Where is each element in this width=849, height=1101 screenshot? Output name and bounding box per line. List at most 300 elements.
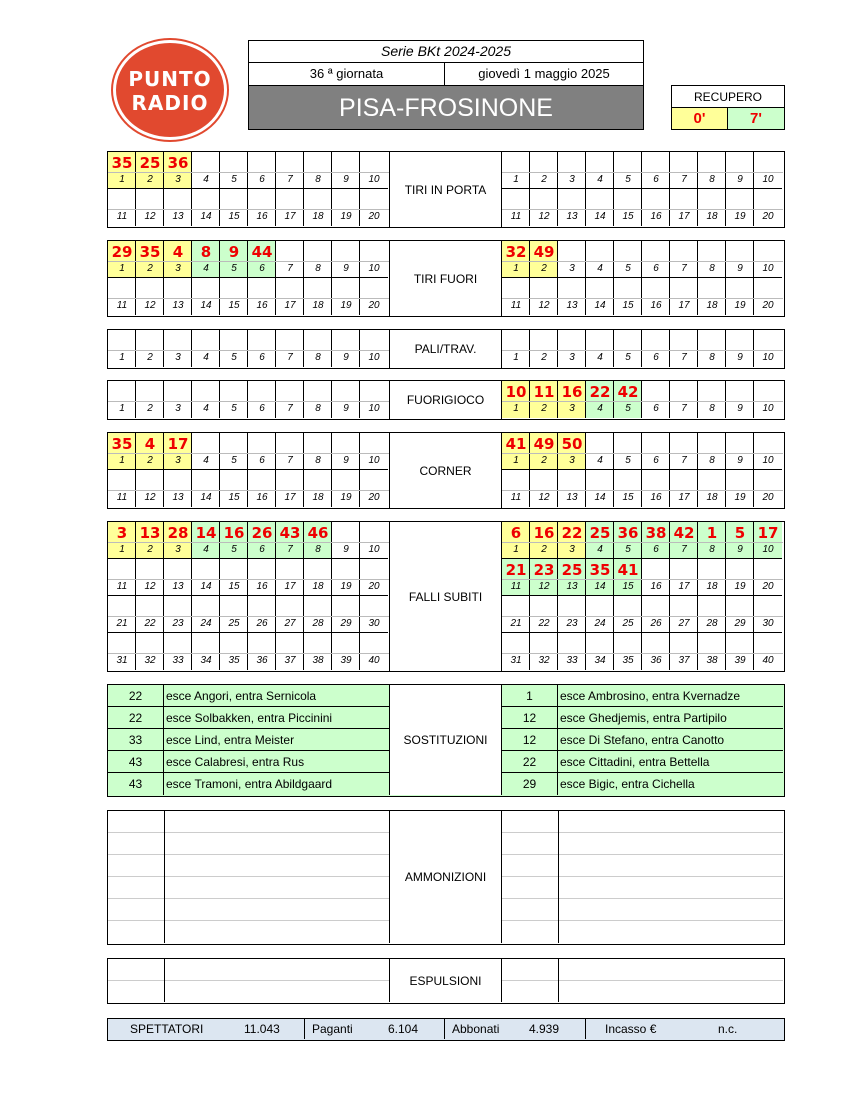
slot-number: 2 <box>147 174 153 185</box>
slot-number: 18 <box>706 300 718 311</box>
slot-number: 13 <box>172 492 184 503</box>
substitution-row <box>108 685 389 707</box>
minute-value: 25 <box>139 154 161 172</box>
slot-number: 10 <box>368 455 380 466</box>
minute-value: 36 <box>617 524 639 542</box>
slot-number: 4 <box>203 455 209 466</box>
slot-number: 10 <box>762 403 774 414</box>
incasso-value: n.c. <box>718 1022 738 1036</box>
slot-number: 6 <box>259 352 265 363</box>
slot-number: 18 <box>706 581 718 592</box>
slot-number: 5 <box>625 174 631 185</box>
slot-number: 6 <box>653 174 659 185</box>
column-divider <box>558 981 559 1003</box>
slot-number: 17 <box>678 300 690 311</box>
slot-number: 13 <box>172 300 184 311</box>
slot-number: 11 <box>510 211 522 222</box>
minute-value: 6 <box>510 524 522 542</box>
slot-number: 9 <box>343 544 349 555</box>
slot-number: 19 <box>340 492 352 503</box>
slot-number: 10 <box>368 352 380 363</box>
slot-number: 17 <box>284 300 296 311</box>
slot-number: 6 <box>653 263 659 274</box>
slot-number: 23 <box>172 618 184 629</box>
stat-table <box>107 380 785 420</box>
empty-row <box>108 981 389 1003</box>
slot-number: 37 <box>284 655 296 666</box>
slot-number: 1 <box>119 544 125 555</box>
slot-number: 10 <box>368 263 380 274</box>
slot-number: 11 <box>510 492 522 503</box>
slot-number: 3 <box>569 352 575 363</box>
substitutions-table <box>107 684 785 797</box>
minute-value: 42 <box>617 383 639 401</box>
substitution-row <box>108 729 389 751</box>
spettatori-value: 11.043 <box>244 1022 280 1036</box>
slot-number: 5 <box>231 352 237 363</box>
slot-number: 1 <box>119 403 125 414</box>
slot-number: 31 <box>116 655 128 666</box>
slot-number: 24 <box>200 618 212 629</box>
minute-value: 17 <box>757 524 779 542</box>
slot-number: 7 <box>681 403 687 414</box>
slot-number: 21 <box>116 618 128 629</box>
round-label: 36 ª giornata <box>249 63 445 85</box>
row-divider <box>502 542 783 543</box>
minute-value: 41 <box>617 561 639 579</box>
slot-number: 4 <box>203 544 209 555</box>
slot-number: 7 <box>681 544 687 555</box>
slot-number: 23 <box>566 618 578 629</box>
slot-number: 11 <box>116 300 128 311</box>
slot-number: 2 <box>147 263 153 274</box>
slot-number: 8 <box>315 174 321 185</box>
slot-number: 13 <box>566 492 578 503</box>
slot-number: 6 <box>259 263 265 274</box>
row-divider <box>108 401 389 402</box>
ammonizioni-label: AMMONIZIONI <box>389 811 502 943</box>
slot-number: 3 <box>569 263 575 274</box>
slot-number: 12 <box>144 581 156 592</box>
row-divider <box>502 350 783 351</box>
minute-value: 14 <box>195 524 217 542</box>
substitution-minute: 1 <box>502 685 558 707</box>
slot-number: 2 <box>541 263 547 274</box>
slot-number: 17 <box>284 211 296 222</box>
slot-number: 15 <box>622 581 634 592</box>
minute-value: 49 <box>533 435 555 453</box>
minute-value: 4 <box>172 243 184 261</box>
slot-number: 2 <box>541 455 547 466</box>
slot-number: 20 <box>368 211 380 222</box>
slot-number: 9 <box>343 263 349 274</box>
empty-row <box>502 833 783 855</box>
row-divider <box>108 542 389 543</box>
slot-number: 3 <box>175 455 181 466</box>
substitutions-home <box>108 685 389 795</box>
slot-number: 24 <box>594 618 606 629</box>
slot-number: 17 <box>284 492 296 503</box>
column-divider <box>164 959 165 981</box>
column-divider <box>558 833 559 855</box>
row-divider <box>502 616 783 617</box>
slot-number: 16 <box>256 300 268 311</box>
incasso-label: Incasso € <box>605 1022 657 1036</box>
stat-table <box>107 329 785 369</box>
empty-row <box>108 921 389 943</box>
slot-number: 9 <box>737 263 743 274</box>
row-divider <box>502 453 783 454</box>
row-divider <box>502 401 783 402</box>
slot-number: 14 <box>200 492 212 503</box>
slot-number: 17 <box>284 581 296 592</box>
slot-number: 2 <box>147 352 153 363</box>
slot-number: 12 <box>144 300 156 311</box>
stat-table <box>107 521 785 672</box>
recupero-label: RECUPERO <box>672 86 784 108</box>
slot-number: 1 <box>513 263 519 274</box>
slot-number: 17 <box>678 492 690 503</box>
slot-number: 25 <box>622 618 634 629</box>
slot-number: 9 <box>737 174 743 185</box>
slot-number: 32 <box>538 655 550 666</box>
substitution-text: esce Tramoni, entra Abildgaard <box>166 777 333 791</box>
slot-number: 15 <box>228 300 240 311</box>
minute-value: 35 <box>589 561 611 579</box>
empty-row <box>108 855 389 877</box>
slot-number: 5 <box>231 455 237 466</box>
slot-number: 14 <box>200 211 212 222</box>
column-divider <box>164 981 165 1003</box>
row-divider <box>502 490 783 491</box>
slot-number: 3 <box>569 403 575 414</box>
slot-number: 5 <box>625 403 631 414</box>
slot-number: 28 <box>312 618 324 629</box>
slot-number: 33 <box>172 655 184 666</box>
empty-row <box>502 899 783 921</box>
substitution-text: esce Lind, entra Meister <box>166 732 295 747</box>
column-divider <box>558 921 559 943</box>
substitution-text: esce Angori, entra Sernicola <box>166 688 317 703</box>
substitution-text: esce Bigic, entra Cichella <box>560 777 695 791</box>
stat-table <box>107 240 785 317</box>
row-divider <box>502 209 783 210</box>
slot-number: 27 <box>678 618 690 629</box>
slot-number: 36 <box>650 655 662 666</box>
minute-value: 11 <box>533 383 555 401</box>
stat-label: TIRI FUORI <box>389 241 502 316</box>
slot-number: 10 <box>762 352 774 363</box>
recupero-first-half: 0' <box>672 108 728 129</box>
slot-number: 22 <box>144 618 156 629</box>
slot-number: 13 <box>566 581 578 592</box>
slot-number: 4 <box>597 174 603 185</box>
logo-line1: PUNTO <box>128 67 212 91</box>
slot-number: 3 <box>175 544 181 555</box>
slot-number: 5 <box>231 174 237 185</box>
espulsioni-table <box>107 958 785 1004</box>
slot-number: 20 <box>762 492 774 503</box>
slot-number: 7 <box>681 263 687 274</box>
minute-value: 21 <box>505 561 527 579</box>
row-divider <box>108 490 389 491</box>
slot-number: 28 <box>706 618 718 629</box>
slot-number: 20 <box>762 581 774 592</box>
minute-value: 8 <box>200 243 212 261</box>
slot-number: 6 <box>653 403 659 414</box>
slot-number: 5 <box>625 455 631 466</box>
minute-value: 49 <box>533 243 555 261</box>
slot-number: 1 <box>119 455 125 466</box>
slot-number: 10 <box>368 544 380 555</box>
slot-number: 16 <box>256 211 268 222</box>
substitution-row <box>502 729 783 751</box>
slot-number: 39 <box>340 655 352 666</box>
footer-divider <box>304 1019 305 1039</box>
slot-number: 9 <box>737 455 743 466</box>
league-title: Serie BKt 2024-2025 <box>249 41 643 63</box>
slot-number: 9 <box>343 174 349 185</box>
slot-number: 1 <box>513 544 519 555</box>
substitution-text: esce Cittadini, entra Bettella <box>560 754 710 769</box>
stat-label: PALI/TRAV. <box>389 330 502 368</box>
footer-divider <box>585 1019 586 1039</box>
slot-number: 38 <box>706 655 718 666</box>
slot-number: 12 <box>538 211 550 222</box>
ammonizioni-table <box>107 810 785 945</box>
slot-number: 15 <box>228 492 240 503</box>
minute-value: 13 <box>139 524 161 542</box>
slot-number: 9 <box>737 544 743 555</box>
slot-number: 6 <box>259 174 265 185</box>
slot-number: 10 <box>762 544 774 555</box>
punto-radio-logo <box>113 40 227 140</box>
slot-number: 13 <box>172 211 184 222</box>
slot-number: 1 <box>513 403 519 414</box>
row-divider <box>502 261 783 262</box>
minute-value: 26 <box>251 524 273 542</box>
ammonizioni-away <box>502 811 783 943</box>
slot-number: 15 <box>228 581 240 592</box>
column-divider <box>558 855 559 877</box>
abbonati-label: Abbonati <box>452 1022 500 1036</box>
footer-divider <box>444 1019 445 1039</box>
match-header <box>248 40 644 130</box>
minute-value: 46 <box>307 524 329 542</box>
slot-number: 14 <box>594 300 606 311</box>
slot-number: 18 <box>312 492 324 503</box>
slot-number: 26 <box>256 618 268 629</box>
empty-row <box>502 981 783 1003</box>
slot-number: 7 <box>287 174 293 185</box>
minute-value: 23 <box>533 561 555 579</box>
substitution-row <box>502 751 783 773</box>
stat-label: TIRI IN PORTA <box>389 152 502 227</box>
row-divider <box>108 172 389 173</box>
minute-value: 35 <box>111 435 133 453</box>
slot-number: 4 <box>203 174 209 185</box>
slot-number: 14 <box>594 581 606 592</box>
slot-number: 1 <box>513 352 519 363</box>
slot-number: 29 <box>734 618 746 629</box>
row-divider <box>108 616 389 617</box>
slot-number: 12 <box>538 581 550 592</box>
slot-number: 8 <box>709 352 715 363</box>
slot-number: 19 <box>734 211 746 222</box>
slot-number: 3 <box>175 403 181 414</box>
slot-number: 20 <box>368 492 380 503</box>
slot-number: 5 <box>625 544 631 555</box>
minute-value: 35 <box>139 243 161 261</box>
row-divider <box>108 298 389 299</box>
slot-number: 19 <box>734 581 746 592</box>
slot-number: 7 <box>681 174 687 185</box>
logo-line2: RADIO <box>131 91 209 115</box>
slot-number: 6 <box>259 455 265 466</box>
slot-number: 10 <box>368 403 380 414</box>
spettatori-label: SPETTATORI <box>130 1022 204 1036</box>
slot-number: 38 <box>312 655 324 666</box>
slot-number: 6 <box>259 403 265 414</box>
espulsioni-away <box>502 959 783 1002</box>
slot-number: 18 <box>706 492 718 503</box>
slot-number: 5 <box>231 403 237 414</box>
row-divider <box>502 579 783 580</box>
slot-number: 40 <box>368 655 380 666</box>
empty-row <box>108 833 389 855</box>
slot-number: 9 <box>343 403 349 414</box>
slot-number: 14 <box>594 211 606 222</box>
minute-value: 22 <box>589 383 611 401</box>
slot-number: 2 <box>147 403 153 414</box>
slot-number: 32 <box>144 655 156 666</box>
substitution-minute: 22 <box>502 751 558 773</box>
minute-value: 41 <box>505 435 527 453</box>
slot-number: 8 <box>315 544 321 555</box>
slot-number: 10 <box>762 455 774 466</box>
slot-number: 9 <box>737 352 743 363</box>
slot-number: 2 <box>541 544 547 555</box>
stat-label: CORNER <box>389 433 502 508</box>
slot-number: 3 <box>569 174 575 185</box>
slot-number: 29 <box>340 618 352 629</box>
slot-number: 19 <box>734 300 746 311</box>
slot-number: 9 <box>343 455 349 466</box>
slot-number: 13 <box>566 211 578 222</box>
slot-number: 3 <box>175 263 181 274</box>
substitution-text: esce Ghedjemis, entra Partipilo <box>560 710 727 725</box>
recupero-box <box>671 85 785 130</box>
slot-number: 18 <box>312 300 324 311</box>
match-title: PISA-FROSINONE <box>249 85 643 129</box>
stat-label: FUORIGIOCO <box>389 381 502 419</box>
slot-number: 5 <box>231 544 237 555</box>
column-divider <box>164 921 165 943</box>
slot-number: 34 <box>594 655 606 666</box>
slot-number: 37 <box>678 655 690 666</box>
empty-row <box>108 899 389 921</box>
slot-number: 16 <box>650 300 662 311</box>
slot-number: 8 <box>709 544 715 555</box>
slot-number: 16 <box>650 492 662 503</box>
attendance-footer <box>107 1018 785 1041</box>
slot-number: 16 <box>650 211 662 222</box>
espulsioni-label: ESPULSIONI <box>389 959 502 1002</box>
slot-number: 2 <box>541 403 547 414</box>
slot-number: 7 <box>287 352 293 363</box>
slot-number: 9 <box>343 352 349 363</box>
minute-value: 43 <box>279 524 301 542</box>
substitution-text: esce Calabresi, entra Rus <box>166 754 305 769</box>
slot-number: 15 <box>622 211 634 222</box>
slot-number: 2 <box>541 174 547 185</box>
slot-number: 9 <box>737 403 743 414</box>
substitution-minute: 43 <box>108 773 164 795</box>
slot-number: 6 <box>259 544 265 555</box>
slot-number: 26 <box>650 618 662 629</box>
substitution-row <box>502 773 783 795</box>
slot-number: 5 <box>231 263 237 274</box>
minute-value: 16 <box>533 524 555 542</box>
slot-number: 1 <box>513 174 519 185</box>
substitution-minute: 22 <box>108 685 164 707</box>
minute-value: 42 <box>673 524 695 542</box>
slot-number: 14 <box>200 581 212 592</box>
row-divider <box>502 653 783 654</box>
slot-number: 18 <box>312 581 324 592</box>
espulsioni-home <box>108 959 389 1002</box>
slot-number: 16 <box>650 581 662 592</box>
slot-number: 16 <box>256 492 268 503</box>
slot-number: 13 <box>566 300 578 311</box>
slot-number: 7 <box>287 455 293 466</box>
slot-number: 14 <box>200 300 212 311</box>
empty-row <box>502 811 783 833</box>
minute-value: 50 <box>561 435 583 453</box>
minute-value: 17 <box>167 435 189 453</box>
slot-number: 10 <box>368 174 380 185</box>
slot-number: 8 <box>709 174 715 185</box>
minute-value: 16 <box>223 524 245 542</box>
slot-number: 4 <box>597 455 603 466</box>
slot-number: 22 <box>538 618 550 629</box>
slot-number: 40 <box>762 655 774 666</box>
column-divider <box>558 959 559 981</box>
slot-number: 11 <box>116 492 128 503</box>
abbonati-value: 4.939 <box>529 1022 560 1036</box>
slot-number: 12 <box>538 492 550 503</box>
column-divider <box>164 811 165 833</box>
minute-value: 22 <box>561 524 583 542</box>
slot-number: 8 <box>315 455 321 466</box>
slot-number: 20 <box>762 300 774 311</box>
substitution-row <box>108 751 389 773</box>
slot-number: 13 <box>172 581 184 592</box>
minute-value: 10 <box>505 383 527 401</box>
empty-row <box>108 959 389 981</box>
column-divider <box>558 811 559 833</box>
slot-number: 2 <box>147 544 153 555</box>
minute-value: 4 <box>144 435 156 453</box>
substitutions-away <box>502 685 783 795</box>
slot-number: 33 <box>566 655 578 666</box>
minute-value: 9 <box>228 243 240 261</box>
stat-label: FALLI SUBITI <box>389 522 502 671</box>
slot-number: 3 <box>569 544 575 555</box>
minute-value: 35 <box>111 154 133 172</box>
slot-number: 36 <box>256 655 268 666</box>
minute-value: 25 <box>561 561 583 579</box>
